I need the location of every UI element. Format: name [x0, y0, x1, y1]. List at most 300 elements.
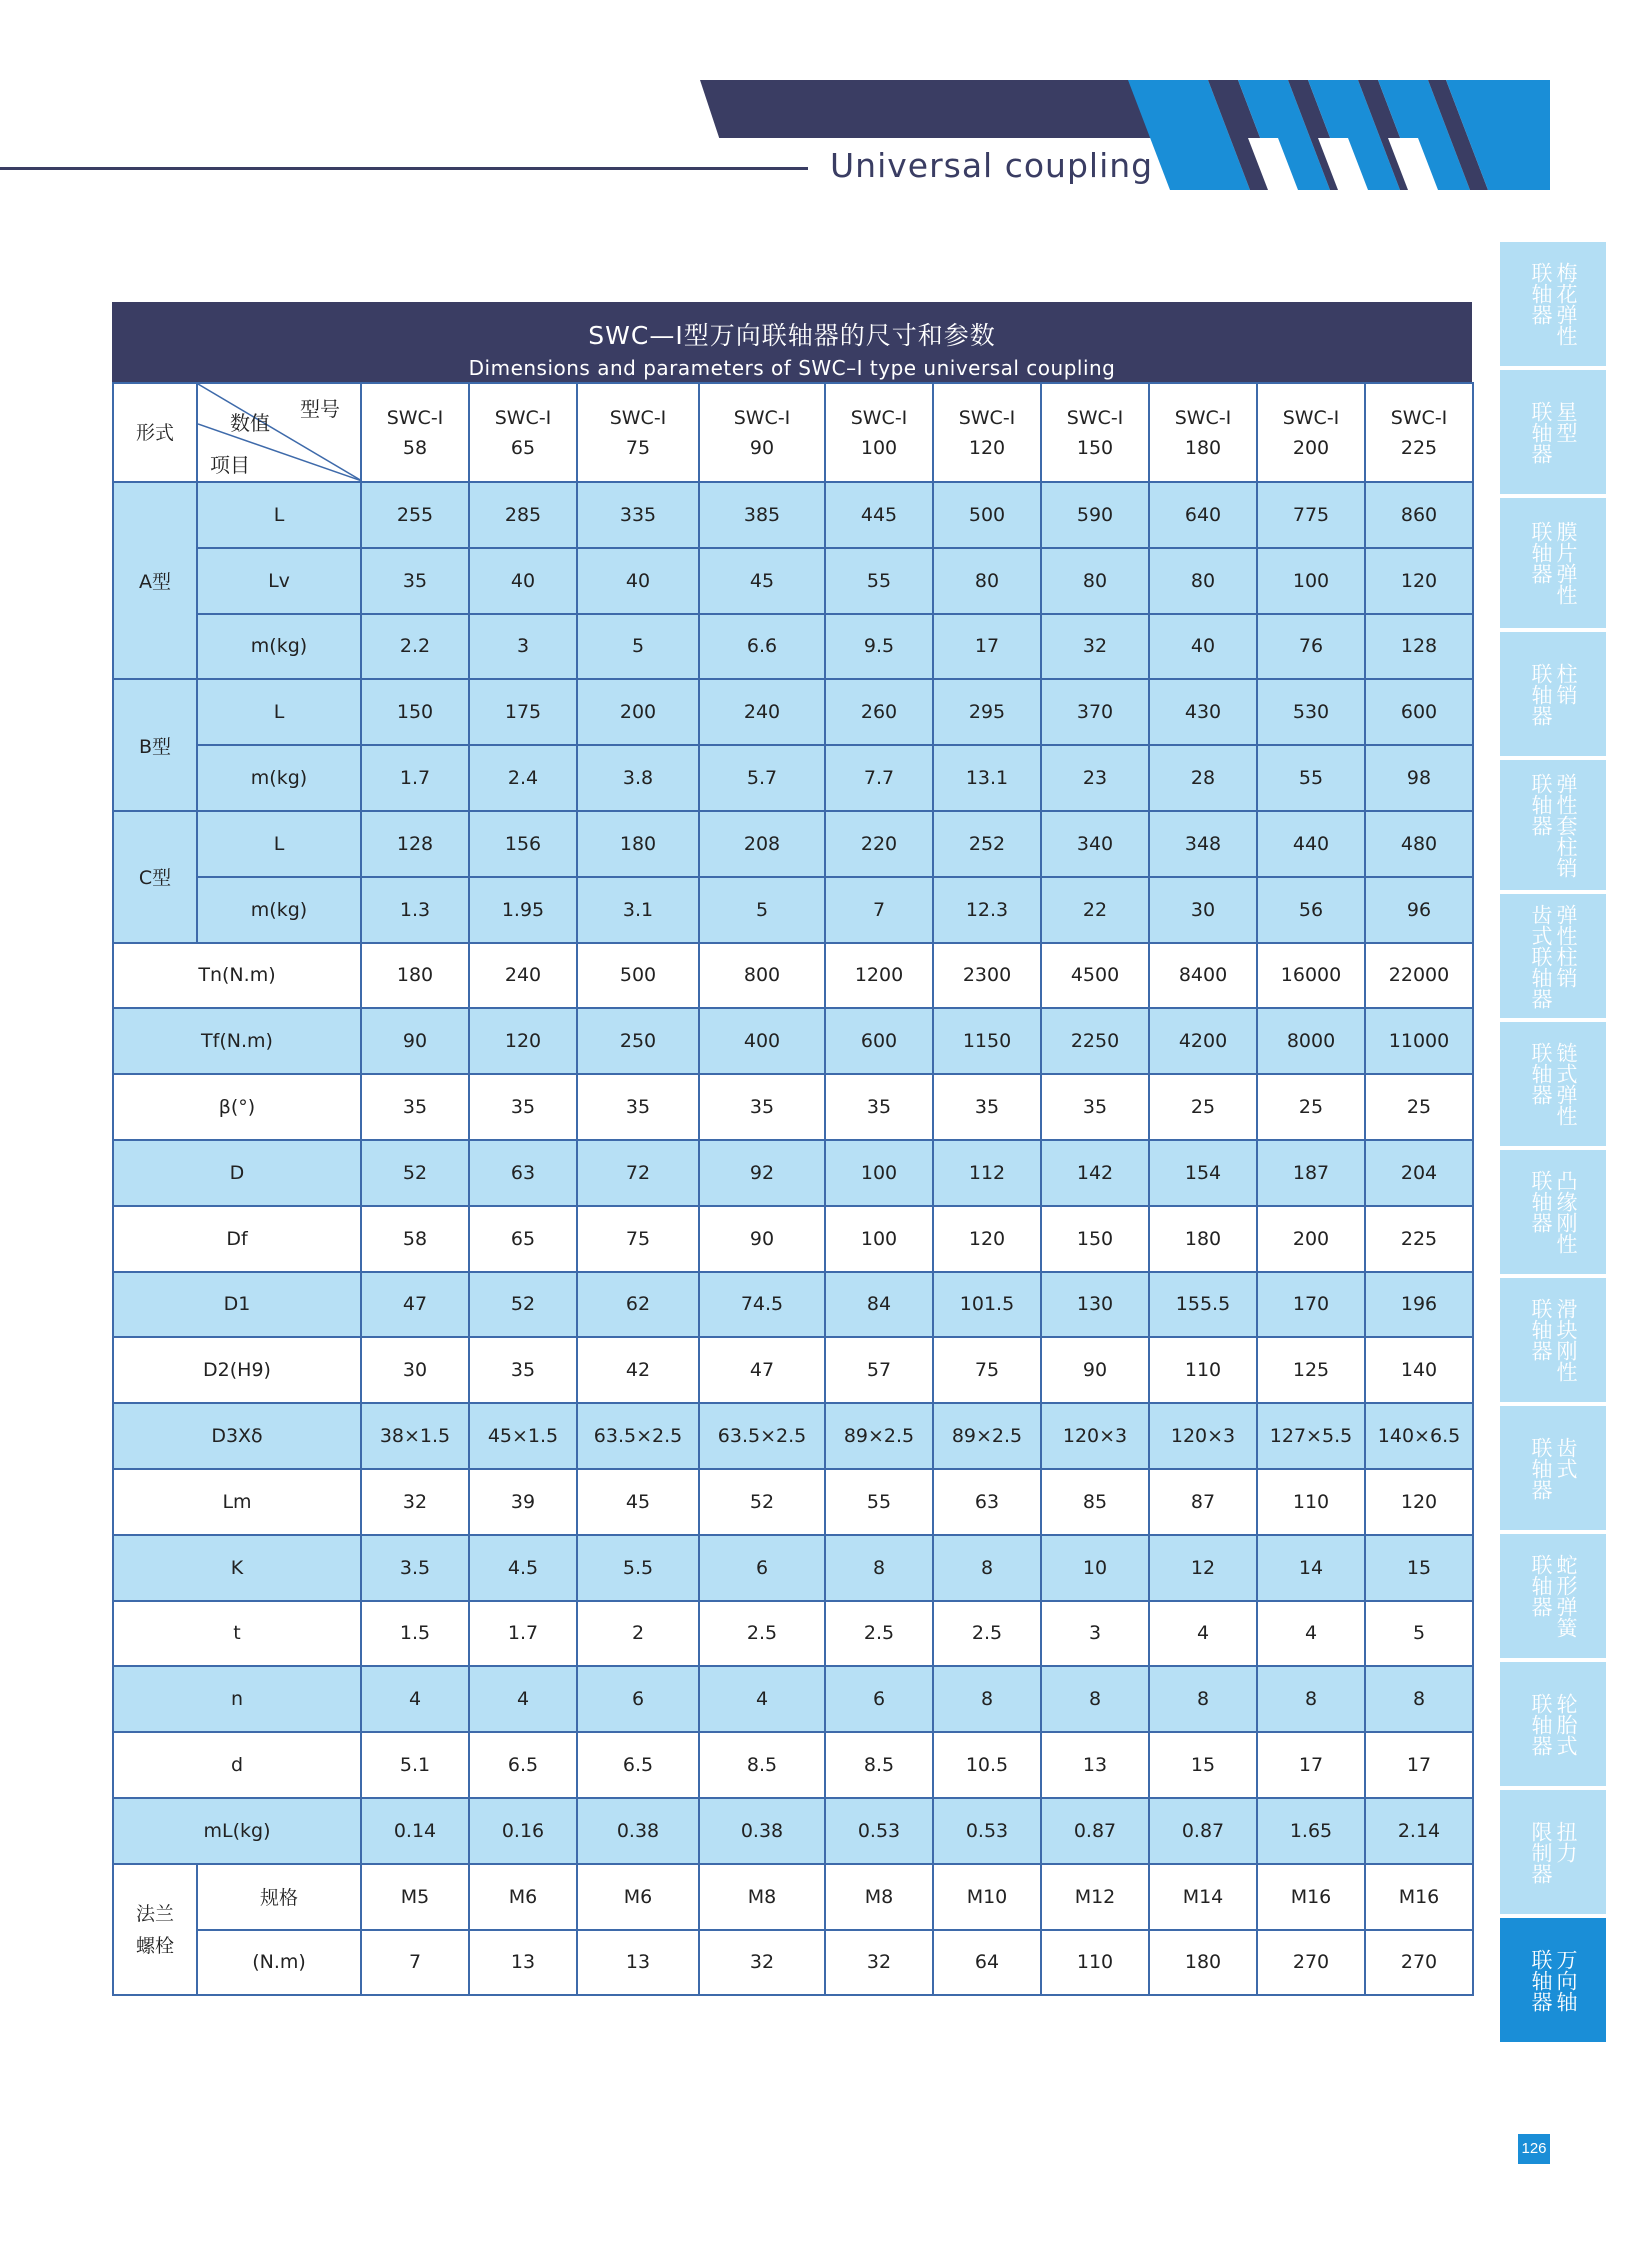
model-name: SWC-I	[850, 406, 908, 429]
model-size: 90	[749, 436, 775, 459]
value-cell: 22000	[1365, 943, 1473, 1009]
value-cell: 252	[933, 811, 1041, 877]
value-cell: 1.7	[361, 745, 469, 811]
value-cell: 96	[1365, 877, 1473, 943]
value-cell: 142	[1041, 1140, 1149, 1206]
value-cell: 220	[825, 811, 933, 877]
value-cell: 2.5	[933, 1601, 1041, 1667]
value-cell: 120	[1365, 548, 1473, 614]
value-cell: 76	[1257, 614, 1365, 680]
value-cell: 8	[1149, 1666, 1257, 1732]
value-cell: 47	[361, 1272, 469, 1338]
table-row	[113, 614, 1473, 680]
model-size: 200	[1292, 436, 1330, 459]
category-tab[interactable]	[1500, 632, 1606, 760]
value-cell: 89×2.5	[825, 1403, 933, 1469]
value-cell: 5	[1365, 1601, 1473, 1667]
value-cell: 4200	[1149, 1008, 1257, 1074]
value-cell: 120×3	[1041, 1403, 1149, 1469]
category-tab[interactable]	[1500, 1278, 1606, 1406]
value-cell: 590	[1041, 482, 1149, 548]
value-cell: 17	[933, 614, 1041, 680]
value-cell: M10	[933, 1864, 1041, 1930]
value-cell: 1.5	[361, 1601, 469, 1667]
table-row	[113, 1403, 1473, 1469]
value-cell: 120	[469, 1008, 577, 1074]
value-cell: 90	[361, 1008, 469, 1074]
value-cell: 23	[1041, 745, 1149, 811]
value-cell: 8400	[1149, 943, 1257, 1009]
value-cell: 295	[933, 679, 1041, 745]
category-tab[interactable]	[1500, 498, 1606, 632]
header-band	[700, 80, 1180, 138]
row-label: L	[197, 482, 361, 548]
value-cell: 0.38	[699, 1798, 825, 1864]
table-row	[113, 1272, 1473, 1338]
header-row	[113, 383, 1473, 482]
tab-main: 联轴器	[1529, 1692, 1553, 1756]
value-cell: 35	[825, 1074, 933, 1140]
value-cell: 30	[1149, 877, 1257, 943]
value-cell: 7	[361, 1930, 469, 1996]
table-row	[113, 679, 1473, 745]
value-cell: 42	[577, 1337, 699, 1403]
value-cell: 87	[1149, 1469, 1257, 1535]
value-cell: 0.16	[469, 1798, 577, 1864]
row-label: (N.m)	[197, 1930, 361, 1996]
table-row	[113, 1864, 1473, 1930]
value-cell: 14	[1257, 1535, 1365, 1601]
value-cell: 270	[1365, 1930, 1473, 1996]
value-cell: 240	[469, 943, 577, 1009]
table-row	[113, 1469, 1473, 1535]
value-cell: 89×2.5	[933, 1403, 1041, 1469]
value-cell: 8	[933, 1666, 1041, 1732]
tab-main: 联轴器	[1529, 662, 1553, 726]
value-cell: 1.7	[469, 1601, 577, 1667]
value-cell: 140	[1365, 1337, 1473, 1403]
value-cell: 12	[1149, 1535, 1257, 1601]
value-cell: 6.6	[699, 614, 825, 680]
bolt-group-label	[113, 1864, 197, 1996]
tab-category: 弹性套柱销	[1554, 772, 1578, 878]
model-name: SWC-I	[1282, 406, 1340, 429]
value-cell: 180	[1149, 1930, 1257, 1996]
value-cell: 196	[1365, 1272, 1473, 1338]
value-cell: 52	[469, 1272, 577, 1338]
value-cell: 13	[469, 1930, 577, 1996]
value-cell: 100	[825, 1140, 933, 1206]
row-label: Tn(N.m)	[113, 943, 361, 1009]
header-title: Universal coupling	[830, 146, 1154, 185]
bolt-label-line1: 法兰	[135, 1902, 174, 1925]
value-cell: 530	[1257, 679, 1365, 745]
tab-main: 联轴器	[1529, 400, 1553, 464]
value-cell: 55	[825, 548, 933, 614]
value-cell: 80	[933, 548, 1041, 614]
value-cell: 47	[699, 1337, 825, 1403]
table-title-en: Dimensions and parameters of SWC–I type universal coupling	[468, 356, 1116, 380]
value-cell: 370	[1041, 679, 1149, 745]
value-cell: 74.5	[699, 1272, 825, 1338]
value-cell: 35	[577, 1074, 699, 1140]
category-tab[interactable]	[1500, 1662, 1606, 1790]
model-size: 150	[1076, 436, 1114, 459]
value-cell: 0.53	[825, 1798, 933, 1864]
value-cell: 150	[1041, 1206, 1149, 1272]
value-cell: 1200	[825, 943, 933, 1009]
value-cell: 5	[699, 877, 825, 943]
value-cell: 32	[361, 1469, 469, 1535]
value-cell: 40	[469, 548, 577, 614]
table-row	[113, 943, 1473, 1009]
value-cell: 101.5	[933, 1272, 1041, 1338]
row-label: D2(H9)	[113, 1337, 361, 1403]
row-label: 规格	[197, 1864, 361, 1930]
value-cell: 4	[1149, 1601, 1257, 1667]
row-label: Df	[113, 1206, 361, 1272]
value-cell: 90	[699, 1206, 825, 1272]
value-cell: 55	[825, 1469, 933, 1535]
value-cell: 45	[699, 548, 825, 614]
value-cell: 200	[577, 679, 699, 745]
value-cell: 285	[469, 482, 577, 548]
value-cell: M8	[825, 1864, 933, 1930]
value-cell: 204	[1365, 1140, 1473, 1206]
value-cell: 150	[361, 679, 469, 745]
value-cell: 430	[1149, 679, 1257, 745]
value-cell: 6	[699, 1535, 825, 1601]
header-rule	[0, 167, 808, 170]
value-cell: 170	[1257, 1272, 1365, 1338]
value-cell: 5	[577, 614, 699, 680]
value-cell: 13.1	[933, 745, 1041, 811]
value-cell: 28	[1149, 745, 1257, 811]
value-cell: 63	[933, 1469, 1041, 1535]
value-cell: 156	[469, 811, 577, 877]
value-cell: 0.38	[577, 1798, 699, 1864]
value-cell: 340	[1041, 811, 1149, 877]
value-cell: 6	[825, 1666, 933, 1732]
corner-diagonal	[198, 384, 360, 481]
tab-main: 限制器	[1529, 1820, 1553, 1884]
row-label: mL(kg)	[113, 1798, 361, 1864]
tab-main: 联轴器	[1529, 262, 1553, 325]
value-cell: 98	[1365, 745, 1473, 811]
value-cell: 480	[1365, 811, 1473, 877]
value-cell: 40	[577, 548, 699, 614]
category-tab[interactable]	[1500, 370, 1606, 498]
value-cell: 0.87	[1041, 1798, 1149, 1864]
row-label: n	[113, 1666, 361, 1732]
value-cell: 4.5	[469, 1535, 577, 1601]
value-cell: 0.87	[1149, 1798, 1257, 1864]
row-label: D3Xδ	[113, 1403, 361, 1469]
model-header	[825, 383, 933, 482]
value-cell: 7	[825, 877, 933, 943]
tab-category: 万向轴	[1554, 1948, 1578, 2012]
value-cell: 154	[1149, 1140, 1257, 1206]
tab-main: 联轴器	[1529, 772, 1553, 836]
value-cell: M6	[577, 1864, 699, 1930]
value-cell: 45	[577, 1469, 699, 1535]
value-cell: 56	[1257, 877, 1365, 943]
value-cell: 15	[1149, 1732, 1257, 1798]
row-label: d	[113, 1732, 361, 1798]
model-header	[469, 383, 577, 482]
value-cell: 500	[933, 482, 1041, 548]
value-cell: 4500	[1041, 943, 1149, 1009]
value-cell: 6.5	[469, 1732, 577, 1798]
value-cell: 39	[469, 1469, 577, 1535]
value-cell: 100	[1257, 548, 1365, 614]
tab-category: 链式弹性	[1554, 1042, 1578, 1126]
model-name: SWC-I	[1390, 406, 1448, 429]
value-cell: 260	[825, 679, 933, 745]
model-name: SWC-I	[733, 406, 791, 429]
model-name: SWC-I	[1174, 406, 1232, 429]
value-cell: 270	[1257, 1930, 1365, 1996]
value-cell: 30	[361, 1337, 469, 1403]
value-cell: 13	[1041, 1732, 1149, 1798]
category-tab[interactable]	[1500, 760, 1606, 894]
value-cell: 1150	[933, 1008, 1041, 1074]
value-cell: 800	[699, 943, 825, 1009]
table-row	[113, 1535, 1473, 1601]
model-name: SWC-I	[386, 406, 444, 429]
tab-main: 联轴器	[1529, 1170, 1553, 1233]
value-cell: 92	[699, 1140, 825, 1206]
value-cell: 348	[1149, 811, 1257, 877]
table-title-bar	[112, 302, 1472, 382]
value-cell: 130	[1041, 1272, 1149, 1338]
value-cell: M16	[1365, 1864, 1473, 1930]
bolt-label-line2: 螺栓	[135, 1934, 174, 1957]
table-row	[113, 1337, 1473, 1403]
value-cell: 5.7	[699, 745, 825, 811]
value-cell: 10	[1041, 1535, 1149, 1601]
value-cell: 11000	[1365, 1008, 1473, 1074]
row-label: Lv	[197, 548, 361, 614]
tab-category: 凸缘刚性	[1554, 1170, 1578, 1254]
value-cell: 25	[1365, 1074, 1473, 1140]
value-cell: 3.1	[577, 877, 699, 943]
value-cell: 35	[933, 1074, 1041, 1140]
model-size: 225	[1400, 436, 1438, 459]
spec-table-container	[112, 302, 1472, 1996]
value-cell: 15	[1365, 1535, 1473, 1601]
table-row	[113, 1206, 1473, 1272]
model-header	[577, 383, 699, 482]
value-cell: M16	[1257, 1864, 1365, 1930]
value-cell: 0.14	[361, 1798, 469, 1864]
tab-main: 齿式联轴器	[1529, 903, 1553, 1009]
corner-label-value: 数值	[230, 411, 270, 435]
row-label: m(kg)	[197, 745, 361, 811]
corner-label-model: 型号	[300, 397, 340, 421]
value-cell: 35	[699, 1074, 825, 1140]
value-cell: 55	[1257, 745, 1365, 811]
value-cell: 25	[1257, 1074, 1365, 1140]
tab-category: 滑块刚性	[1554, 1298, 1578, 1382]
value-cell: 32	[1041, 614, 1149, 680]
value-cell: 860	[1365, 482, 1473, 548]
value-cell: 84	[825, 1272, 933, 1338]
value-cell: 52	[361, 1140, 469, 1206]
value-cell: M14	[1149, 1864, 1257, 1930]
model-header	[361, 383, 469, 482]
tab-category: 蛇形弹簧	[1554, 1554, 1578, 1638]
value-cell: 100	[825, 1206, 933, 1272]
value-cell: 7.7	[825, 745, 933, 811]
category-tabs	[1500, 242, 1606, 2046]
value-cell: 255	[361, 482, 469, 548]
value-cell: 5.5	[577, 1535, 699, 1601]
value-cell: 128	[1365, 614, 1473, 680]
table-row	[113, 1140, 1473, 1206]
value-cell: 1.65	[1257, 1798, 1365, 1864]
value-cell: 63.5×2.5	[699, 1403, 825, 1469]
value-cell: 17	[1365, 1732, 1473, 1798]
tab-main: 联轴器	[1529, 1298, 1553, 1361]
value-cell: M5	[361, 1864, 469, 1930]
category-tab[interactable]	[1500, 1150, 1606, 1278]
category-tab[interactable]	[1500, 894, 1606, 1022]
value-cell: 3	[1041, 1601, 1149, 1667]
value-cell: 8.5	[825, 1732, 933, 1798]
value-cell: 6	[577, 1666, 699, 1732]
tab-category: 轮胎式	[1554, 1692, 1578, 1756]
value-cell: 500	[577, 943, 699, 1009]
model-size: 75	[625, 436, 651, 459]
value-cell: 2.5	[825, 1601, 933, 1667]
value-cell: 4	[1257, 1601, 1365, 1667]
value-cell: 225	[1365, 1206, 1473, 1272]
row-label: L	[197, 811, 361, 877]
value-cell: 90	[1041, 1337, 1149, 1403]
model-header	[1041, 383, 1149, 482]
value-cell: 1.95	[469, 877, 577, 943]
value-cell: 17	[1257, 1732, 1365, 1798]
tab-category: 星型	[1554, 400, 1578, 443]
model-header	[1149, 383, 1257, 482]
corner-header	[197, 383, 361, 482]
value-cell: 600	[825, 1008, 933, 1074]
model-name: SWC-I	[958, 406, 1016, 429]
value-cell: 180	[577, 811, 699, 877]
tab-category: 梅花弹性	[1554, 262, 1578, 346]
header-stripes	[1128, 80, 1550, 190]
row-label: D	[113, 1140, 361, 1206]
value-cell: 2.5	[699, 1601, 825, 1667]
value-cell: 120	[1365, 1469, 1473, 1535]
value-cell: 112	[933, 1140, 1041, 1206]
value-cell: 8000	[1257, 1008, 1365, 1074]
value-cell: 45×1.5	[469, 1403, 577, 1469]
value-cell: 13	[577, 1930, 699, 1996]
value-cell: 128	[361, 811, 469, 877]
value-cell: 8	[1365, 1666, 1473, 1732]
value-cell: 120×3	[1149, 1403, 1257, 1469]
value-cell: 0.53	[933, 1798, 1041, 1864]
value-cell: 35	[1041, 1074, 1149, 1140]
category-tab[interactable]	[1500, 1022, 1606, 1150]
tab-main: 联轴器	[1529, 1948, 1553, 2012]
form-header: 形式	[113, 383, 197, 482]
value-cell: 40	[1149, 614, 1257, 680]
value-cell: 35	[361, 1074, 469, 1140]
value-cell: 4	[469, 1666, 577, 1732]
model-header	[1365, 383, 1473, 482]
row-label: m(kg)	[197, 614, 361, 680]
value-cell: 5.1	[361, 1732, 469, 1798]
value-cell: 110	[1257, 1469, 1365, 1535]
category-tab[interactable]	[1500, 1406, 1606, 1534]
model-size: 65	[510, 436, 536, 459]
value-cell: 38×1.5	[361, 1403, 469, 1469]
value-cell: 175	[469, 679, 577, 745]
value-cell: 4	[361, 1666, 469, 1732]
corner-label-item: 项目	[210, 453, 250, 477]
value-cell: 80	[1149, 548, 1257, 614]
value-cell: 600	[1365, 679, 1473, 745]
value-cell: 32	[825, 1930, 933, 1996]
value-cell: 2.14	[1365, 1798, 1473, 1864]
category-tab[interactable]	[1500, 1918, 1606, 2046]
tab-main: 联轴器	[1529, 1042, 1553, 1105]
value-cell: 10.5	[933, 1732, 1041, 1798]
value-cell: 127×5.5	[1257, 1403, 1365, 1469]
value-cell: 52	[699, 1469, 825, 1535]
value-cell: 445	[825, 482, 933, 548]
value-cell: 72	[577, 1140, 699, 1206]
value-cell: 8	[825, 1535, 933, 1601]
value-cell: 120	[933, 1206, 1041, 1272]
spec-table	[112, 382, 1474, 1996]
value-cell: 180	[361, 943, 469, 1009]
model-name: SWC-I	[609, 406, 667, 429]
table-row	[113, 1601, 1473, 1667]
model-header	[933, 383, 1041, 482]
model-name: SWC-I	[1066, 406, 1124, 429]
value-cell: 2300	[933, 943, 1041, 1009]
row-label: Tf(N.m)	[113, 1008, 361, 1074]
category-tab[interactable]	[1500, 1534, 1606, 1662]
category-tab[interactable]	[1500, 242, 1606, 370]
value-cell: 35	[361, 548, 469, 614]
value-cell: 775	[1257, 482, 1365, 548]
value-cell: M12	[1041, 1864, 1149, 1930]
table-title-cn: SWC—I型万向联轴器的尺寸和参数	[588, 321, 996, 350]
value-cell: M6	[469, 1864, 577, 1930]
value-cell: 140×6.5	[1365, 1403, 1473, 1469]
value-cell: 125	[1257, 1337, 1365, 1403]
value-cell: 440	[1257, 811, 1365, 877]
value-cell: 8.5	[699, 1732, 825, 1798]
value-cell: 35	[469, 1337, 577, 1403]
value-cell: 12.3	[933, 877, 1041, 943]
value-cell: 180	[1149, 1206, 1257, 1272]
value-cell: 8	[1257, 1666, 1365, 1732]
tab-main: 联轴器	[1529, 1554, 1553, 1617]
value-cell: 208	[699, 811, 825, 877]
category-tab[interactable]	[1500, 1790, 1606, 1918]
row-label: L	[197, 679, 361, 745]
tab-category: 弹性柱销	[1554, 903, 1578, 988]
value-cell: 200	[1257, 1206, 1365, 1272]
value-cell: 2.2	[361, 614, 469, 680]
table-row	[113, 548, 1473, 614]
